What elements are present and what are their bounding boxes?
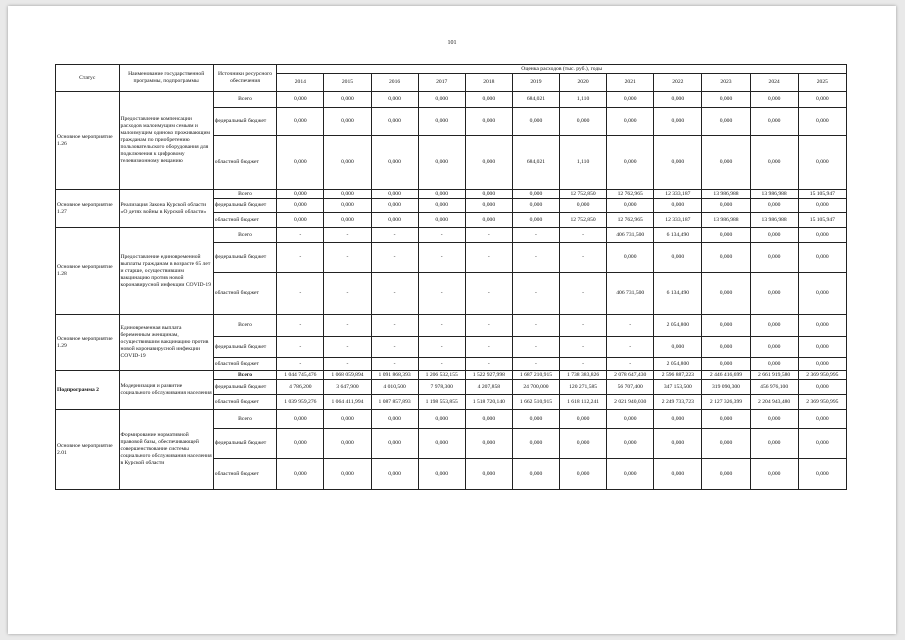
cell-amount: 0,000 <box>277 136 324 190</box>
cell-amount: 0,000 <box>324 136 371 190</box>
row-funding-source: областной бюджет <box>213 358 277 371</box>
cell-amount: 0,000 <box>798 459 846 490</box>
cell-amount: - <box>560 358 607 371</box>
cell-amount: 3 647,900 <box>324 380 371 395</box>
cell-amount: - <box>277 337 324 358</box>
cell-amount: 0,000 <box>702 337 750 358</box>
table-row <box>56 315 847 337</box>
cell-amount: 13 986,988 <box>750 213 798 228</box>
cell-amount: 0,000 <box>750 429 798 459</box>
cell-amount: 0,000 <box>702 108 750 136</box>
cell-amount: 24 700,000 <box>512 380 559 395</box>
cell-amount: 0,000 <box>465 136 512 190</box>
table-row <box>56 371 847 380</box>
cell-amount: 0,000 <box>654 92 702 108</box>
cell-amount: - <box>560 337 607 358</box>
row-funding-source: федеральный бюджет <box>213 108 277 136</box>
cell-amount: 0,000 <box>798 429 846 459</box>
cell-amount: 0,000 <box>371 92 418 108</box>
row-funding-source: Всего <box>213 315 277 337</box>
cell-amount: - <box>371 228 418 243</box>
cell-amount: 13 986,988 <box>702 213 750 228</box>
cell-amount: 0,000 <box>560 429 607 459</box>
row-status: Основное мероприятие 1.29 <box>56 315 120 371</box>
cell-amount: 0,000 <box>324 213 371 228</box>
cell-amount: 0,000 <box>512 108 559 136</box>
cell-amount: 2 021 940,030 <box>607 395 654 410</box>
cell-amount: 1 039 959,276 <box>277 395 324 410</box>
cell-amount: - <box>465 243 512 273</box>
header-year: 2014 <box>277 74 324 92</box>
page-number: 101 <box>447 40 457 46</box>
header-year: 2024 <box>750 74 798 92</box>
row-status: Основное мероприятие 1.26 <box>56 92 120 190</box>
cell-amount: 0,000 <box>607 243 654 273</box>
cell-amount: 0,000 <box>418 190 465 199</box>
header-year: 2025 <box>798 74 846 92</box>
cell-amount: - <box>324 273 371 315</box>
cell-amount: 0,000 <box>324 92 371 108</box>
cell-amount: 1 087 857,893 <box>371 395 418 410</box>
cell-amount: 0,000 <box>277 92 324 108</box>
cell-amount: - <box>418 243 465 273</box>
cell-amount: 406 731,500 <box>607 273 654 315</box>
cell-amount: 12 752,850 <box>560 213 607 228</box>
row-program-name: Предоставление компенсации расходов малоимущим семьям и малоимущим одиноко проживающим гражданам по приобретению пользовательского оборудования для подключения к цифровому телевизионному вещанию <box>119 92 213 190</box>
cell-amount: 0,000 <box>750 337 798 358</box>
cell-amount: - <box>418 228 465 243</box>
cell-amount: - <box>560 243 607 273</box>
cell-amount: 0,000 <box>798 410 846 429</box>
row-funding-source: Всего <box>213 228 277 243</box>
cell-amount: 0,000 <box>465 459 512 490</box>
cell-amount: 0,000 <box>512 429 559 459</box>
cell-amount: 1 522 927,998 <box>465 371 512 380</box>
cell-amount: - <box>607 315 654 337</box>
cell-amount: - <box>512 273 559 315</box>
table-row <box>56 190 847 199</box>
cell-amount: 13 986,988 <box>702 190 750 199</box>
cell-amount: 0,000 <box>512 459 559 490</box>
cell-amount: 347 153,500 <box>654 380 702 395</box>
cell-amount: 0,000 <box>512 410 559 429</box>
cell-amount: - <box>607 337 654 358</box>
cell-amount: 0,000 <box>465 429 512 459</box>
header-name: Наименование государственной программы, подпрограммы <box>119 65 213 92</box>
cell-amount: 0,000 <box>418 136 465 190</box>
document-page <box>8 6 896 634</box>
header-year: 2015 <box>324 74 371 92</box>
cell-amount: 0,000 <box>798 337 846 358</box>
cell-amount: - <box>371 273 418 315</box>
cell-amount: 120 271,585 <box>560 380 607 395</box>
cell-amount: 0,000 <box>654 136 702 190</box>
row-funding-source: Всего <box>213 92 277 108</box>
cell-amount: 0,000 <box>798 358 846 371</box>
header-year: 2020 <box>560 74 607 92</box>
cell-amount: 0,000 <box>798 228 846 243</box>
cell-amount: 0,000 <box>371 108 418 136</box>
cell-amount: - <box>465 315 512 337</box>
cell-amount: 0,000 <box>560 199 607 213</box>
cell-amount: - <box>465 358 512 371</box>
cell-amount: 0,000 <box>702 410 750 429</box>
budget-table <box>55 64 847 490</box>
row-status: Основное мероприятие 1.28 <box>56 228 120 315</box>
header-source: Источники ресурсного обеспечения <box>213 65 277 92</box>
cell-amount: 0,000 <box>654 108 702 136</box>
row-funding-source: областной бюджет <box>213 136 277 190</box>
header-year: 2016 <box>371 74 418 92</box>
cell-amount: 12 752,850 <box>560 190 607 199</box>
cell-amount: 0,000 <box>798 315 846 337</box>
cell-amount: 0,000 <box>750 92 798 108</box>
cell-amount: 2 249 733,723 <box>654 395 702 410</box>
cell-amount: 1 206 532,155 <box>418 371 465 380</box>
header-year: 2019 <box>512 74 559 92</box>
header-estimate: Оценка расходов (тыс. руб.), годы <box>277 65 847 74</box>
cell-amount: 0,000 <box>798 199 846 213</box>
cell-amount: - <box>465 273 512 315</box>
row-funding-source: федеральный бюджет <box>213 337 277 358</box>
cell-amount: - <box>560 228 607 243</box>
cell-amount: - <box>324 228 371 243</box>
cell-amount: - <box>418 273 465 315</box>
cell-amount: 0,000 <box>750 410 798 429</box>
cell-amount: - <box>512 243 559 273</box>
cell-amount: 0,000 <box>324 199 371 213</box>
cell-amount: 0,000 <box>418 199 465 213</box>
row-funding-source: федеральный бюджет <box>213 243 277 273</box>
cell-amount: - <box>512 315 559 337</box>
cell-amount: 13 986,988 <box>750 190 798 199</box>
cell-amount: - <box>277 358 324 371</box>
cell-amount: 0,000 <box>371 459 418 490</box>
cell-amount: 0,000 <box>512 213 559 228</box>
cell-amount: 4 010,500 <box>371 380 418 395</box>
cell-amount: 0,000 <box>798 136 846 190</box>
cell-amount: 0,000 <box>418 92 465 108</box>
table-row <box>56 228 847 243</box>
row-program-name: Единовременная выплата беременным женщинам, осуществившим вакцинацию против новой коронавирусной инфекции COVID-19 <box>119 315 213 371</box>
cell-amount: - <box>371 315 418 337</box>
cell-amount: 0,000 <box>277 199 324 213</box>
cell-amount: 0,000 <box>798 92 846 108</box>
cell-amount: - <box>512 228 559 243</box>
cell-amount: 406 731,500 <box>607 228 654 243</box>
row-funding-source: Всего <box>213 371 277 380</box>
cell-amount: 0,000 <box>371 190 418 199</box>
cell-amount: 2 596 887,223 <box>654 371 702 380</box>
cell-amount: - <box>465 228 512 243</box>
table-row <box>56 410 847 429</box>
cell-amount: 0,000 <box>465 410 512 429</box>
cell-amount: 0,000 <box>750 199 798 213</box>
cell-amount: 0,000 <box>654 199 702 213</box>
cell-amount: 2 054,800 <box>654 358 702 371</box>
cell-amount: 0,000 <box>512 199 559 213</box>
cell-amount: 0,000 <box>277 213 324 228</box>
cell-amount: 0,000 <box>702 136 750 190</box>
cell-amount: - <box>277 273 324 315</box>
row-program-name: Формирование нормативной правовой базы, обеспечивающей совершенствование системы социального обслуживания населения в Курской области <box>119 410 213 490</box>
cell-amount: 0,000 <box>750 358 798 371</box>
cell-amount: 0,000 <box>418 213 465 228</box>
cell-amount: 319 090,300 <box>702 380 750 395</box>
cell-amount: 0,000 <box>607 199 654 213</box>
cell-amount: 0,000 <box>702 358 750 371</box>
cell-amount: 0,000 <box>702 273 750 315</box>
row-funding-source: Всего <box>213 190 277 199</box>
cell-amount: 6 134,490 <box>654 273 702 315</box>
cell-amount: 0,000 <box>750 273 798 315</box>
cell-amount: 0,000 <box>371 199 418 213</box>
cell-amount: 0,000 <box>702 429 750 459</box>
cell-amount: 0,000 <box>750 136 798 190</box>
row-program-name: Модернизация и развитие социального обслуживания населения <box>119 371 213 410</box>
cell-amount: 0,000 <box>798 243 846 273</box>
cell-amount: - <box>371 358 418 371</box>
cell-amount: - <box>324 315 371 337</box>
cell-amount: 4 786,200 <box>277 380 324 395</box>
cell-amount: 1 064 411,994 <box>324 395 371 410</box>
cell-amount: 0,000 <box>607 459 654 490</box>
cell-amount: 1 198 553,855 <box>418 395 465 410</box>
cell-amount: 0,000 <box>654 337 702 358</box>
cell-amount: 0,000 <box>418 459 465 490</box>
cell-amount: 1 044 745,476 <box>277 371 324 380</box>
cell-amount: - <box>418 315 465 337</box>
header-year: 2022 <box>654 74 702 92</box>
cell-amount: 0,000 <box>465 92 512 108</box>
cell-amount: 2 204 943,480 <box>750 395 798 410</box>
row-status: Подпрограмма 2 <box>56 371 120 410</box>
cell-amount: 0,000 <box>324 108 371 136</box>
cell-amount: - <box>324 243 371 273</box>
cell-amount: 0,000 <box>465 108 512 136</box>
row-status: Основное мероприятие 2.01 <box>56 410 120 490</box>
cell-amount: - <box>607 358 654 371</box>
cell-amount: 0,000 <box>798 273 846 315</box>
cell-amount: 0,000 <box>607 108 654 136</box>
cell-amount: - <box>324 337 371 358</box>
cell-amount: 0,000 <box>277 459 324 490</box>
cell-amount: 684,021 <box>512 92 559 108</box>
cell-amount: 15 105,947 <box>798 190 846 199</box>
cell-amount: 0,000 <box>277 108 324 136</box>
cell-amount: 0,000 <box>654 410 702 429</box>
cell-amount: 12 762,965 <box>607 190 654 199</box>
cell-amount: 0,000 <box>418 108 465 136</box>
cell-amount: 0,000 <box>654 459 702 490</box>
cell-amount: 0,000 <box>702 92 750 108</box>
cell-amount: 12 762,965 <box>607 213 654 228</box>
cell-amount: 0,000 <box>702 459 750 490</box>
cell-amount: 0,000 <box>607 410 654 429</box>
cell-amount: 0,000 <box>465 199 512 213</box>
cell-amount: 0,000 <box>465 213 512 228</box>
cell-amount: 2 369 950,995 <box>798 371 846 380</box>
cell-amount: - <box>277 315 324 337</box>
cell-amount: 0,000 <box>371 213 418 228</box>
cell-amount: 0,000 <box>324 429 371 459</box>
cell-amount: 4 207,858 <box>465 380 512 395</box>
cell-amount: 0,000 <box>324 190 371 199</box>
cell-amount: 1 618 112,241 <box>560 395 607 410</box>
cell-amount: 12 333,187 <box>654 190 702 199</box>
cell-amount: 0,000 <box>371 410 418 429</box>
cell-amount: 2 078 647,430 <box>607 371 654 380</box>
cell-amount: 0,000 <box>750 108 798 136</box>
cell-amount: 1 662 510,915 <box>512 395 559 410</box>
row-funding-source: федеральный бюджет <box>213 199 277 213</box>
header-year: 2021 <box>607 74 654 92</box>
cell-amount: 0,000 <box>607 429 654 459</box>
cell-amount: - <box>418 337 465 358</box>
cell-amount: - <box>277 228 324 243</box>
cell-amount: - <box>465 337 512 358</box>
cell-amount: 0,000 <box>560 459 607 490</box>
cell-amount: 0,000 <box>560 410 607 429</box>
header-year: 2017 <box>418 74 465 92</box>
cell-amount: 15 105,947 <box>798 213 846 228</box>
cell-amount: - <box>512 337 559 358</box>
cell-amount: 1,110 <box>560 92 607 108</box>
cell-amount: 0,000 <box>702 228 750 243</box>
table-row <box>56 92 847 108</box>
cell-amount: 1 738 383,826 <box>560 371 607 380</box>
cell-amount: 1,110 <box>560 136 607 190</box>
cell-amount: 0,000 <box>277 429 324 459</box>
cell-amount: 0,000 <box>750 315 798 337</box>
cell-amount: 0,000 <box>798 380 846 395</box>
row-program-name: Реализация Закона Курской области «О детях войны в Курской области» <box>119 190 213 228</box>
cell-amount: 0,000 <box>607 92 654 108</box>
cell-amount: 0,000 <box>607 136 654 190</box>
cell-amount: 0,000 <box>418 410 465 429</box>
cell-amount: 7 978,300 <box>418 380 465 395</box>
cell-amount: 0,000 <box>702 243 750 273</box>
cell-amount: 0,000 <box>654 429 702 459</box>
row-program-name: Предоставление единовременной выплаты гражданам в возрасте 65 лет и старше, осуществившим вакцинацию против новой коронавирусной инфекции COVID-19 <box>119 228 213 315</box>
cell-amount: 6 134,490 <box>654 228 702 243</box>
cell-amount: 684,021 <box>512 136 559 190</box>
cell-amount: 2 127 326,399 <box>702 395 750 410</box>
cell-amount: 56 707,400 <box>607 380 654 395</box>
table-body <box>56 92 847 490</box>
cell-amount: - <box>512 358 559 371</box>
row-status: Основное мероприятие 1.27 <box>56 190 120 228</box>
row-funding-source: областной бюджет <box>213 459 277 490</box>
cell-amount: 0,000 <box>371 429 418 459</box>
row-funding-source: Всего <box>213 410 277 429</box>
cell-amount: 0,000 <box>418 429 465 459</box>
cell-amount: 456 976,100 <box>750 380 798 395</box>
cell-amount: 2 446 416,699 <box>702 371 750 380</box>
cell-amount: 1 687 210,915 <box>512 371 559 380</box>
row-funding-source: федеральный бюджет <box>213 429 277 459</box>
cell-amount: 0,000 <box>702 315 750 337</box>
cell-amount: 0,000 <box>277 410 324 429</box>
cell-amount: 12 333,187 <box>654 213 702 228</box>
cell-amount: 2 661 919,580 <box>750 371 798 380</box>
table-header <box>56 65 847 92</box>
cell-amount: 0,000 <box>702 199 750 213</box>
cell-amount: - <box>371 337 418 358</box>
cell-amount: - <box>324 358 371 371</box>
cell-amount: - <box>277 243 324 273</box>
cell-amount: 0,000 <box>465 190 512 199</box>
row-funding-source: федеральный бюджет <box>213 380 277 395</box>
cell-amount: 0,000 <box>750 228 798 243</box>
row-funding-source: областной бюджет <box>213 273 277 315</box>
header-year: 2018 <box>465 74 512 92</box>
cell-amount: 0,000 <box>654 243 702 273</box>
row-funding-source: областной бюджет <box>213 395 277 410</box>
cell-amount: 0,000 <box>277 190 324 199</box>
cell-amount: 0,000 <box>560 108 607 136</box>
cell-amount: 0,000 <box>324 459 371 490</box>
cell-amount: 0,000 <box>798 108 846 136</box>
cell-amount: - <box>418 358 465 371</box>
header-year: 2023 <box>702 74 750 92</box>
cell-amount: 2 054,800 <box>654 315 702 337</box>
cell-amount: 0,000 <box>512 190 559 199</box>
cell-amount: - <box>371 243 418 273</box>
cell-amount: 1 068 059,894 <box>324 371 371 380</box>
cell-amount: 1 091 868,393 <box>371 371 418 380</box>
cell-amount: - <box>560 315 607 337</box>
header-status: Статус <box>56 65 120 92</box>
cell-amount: 0,000 <box>324 410 371 429</box>
cell-amount: 0,000 <box>750 243 798 273</box>
cell-amount: 2 369 950,995 <box>798 395 846 410</box>
cell-amount: 1 518 720,140 <box>465 395 512 410</box>
row-funding-source: областной бюджет <box>213 213 277 228</box>
cell-amount: 0,000 <box>750 459 798 490</box>
cell-amount: - <box>560 273 607 315</box>
cell-amount: 0,000 <box>371 136 418 190</box>
